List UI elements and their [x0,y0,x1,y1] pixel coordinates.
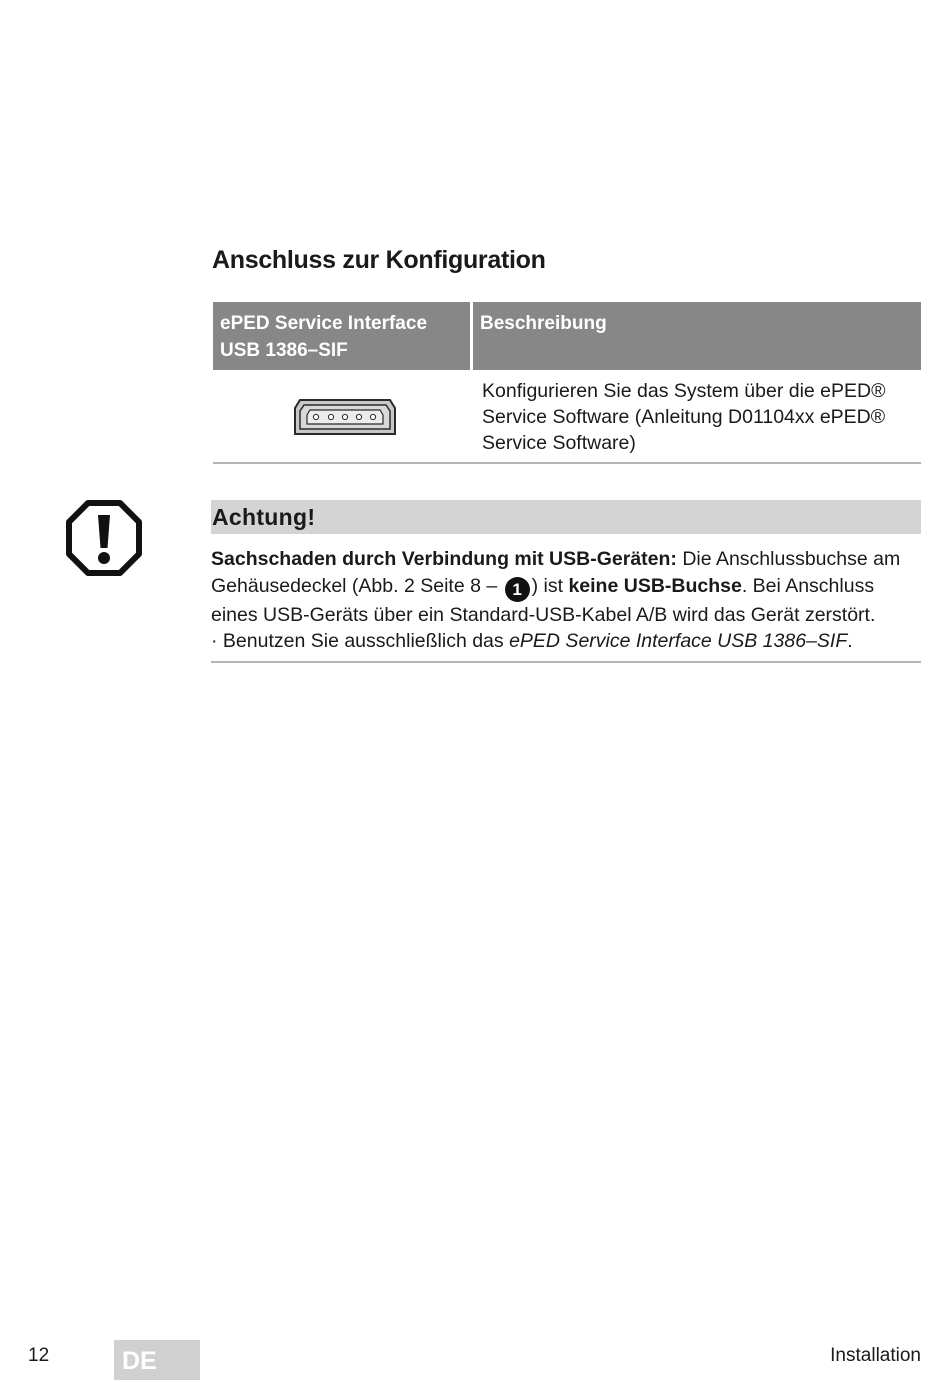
section-name: Installation [830,1345,921,1366]
warning-octagon-icon [64,498,144,578]
bullet-italic: ePED Service Interface USB 1386–SIF [509,630,848,652]
page-number: 12 [28,1345,50,1366]
table-row [213,370,921,464]
bullet-suffix: . [847,630,853,652]
usb-mini-port-icon [292,396,398,440]
warning-body [211,534,921,663]
figure-reference-badge: 1 [505,577,530,602]
table-header [213,302,921,370]
header-description: Beschreibung [473,302,921,370]
bullet-prefix: · Benutzen Sie ausschließlich das [211,630,510,652]
warning-bold-2: keine USB-Buchse [568,574,742,597]
warning-text-1: Die Anschlussbuchse am Gehäusedeckel (Abb. 2 Seite 8 – [211,548,901,597]
section-title: Anschluss zur Konfiguration [212,246,546,274]
description-cell: Konfigurieren Sie das System über die ePED® Service Software (Anleitung D01104xx ePED® Service Software) [482,380,886,454]
warning-heading: Achtung! [211,500,921,534]
warning-lead: Sachschaden durch Verbindung mit USB-Geräten: [211,548,677,570]
warning-text-2: ) ist [531,574,569,597]
warning-text-3: . Bei Anschluss eines USB-Geräts über ein Standard-USB-Kabel A/B wird das Gerät zerstört. [211,574,876,626]
usb-port-cell [213,370,476,462]
language-badge: DE [114,1340,200,1380]
warning-box [211,500,921,663]
config-table [213,302,921,464]
header-interface: ePED Service Interface USB 1386–SIF [213,302,473,370]
